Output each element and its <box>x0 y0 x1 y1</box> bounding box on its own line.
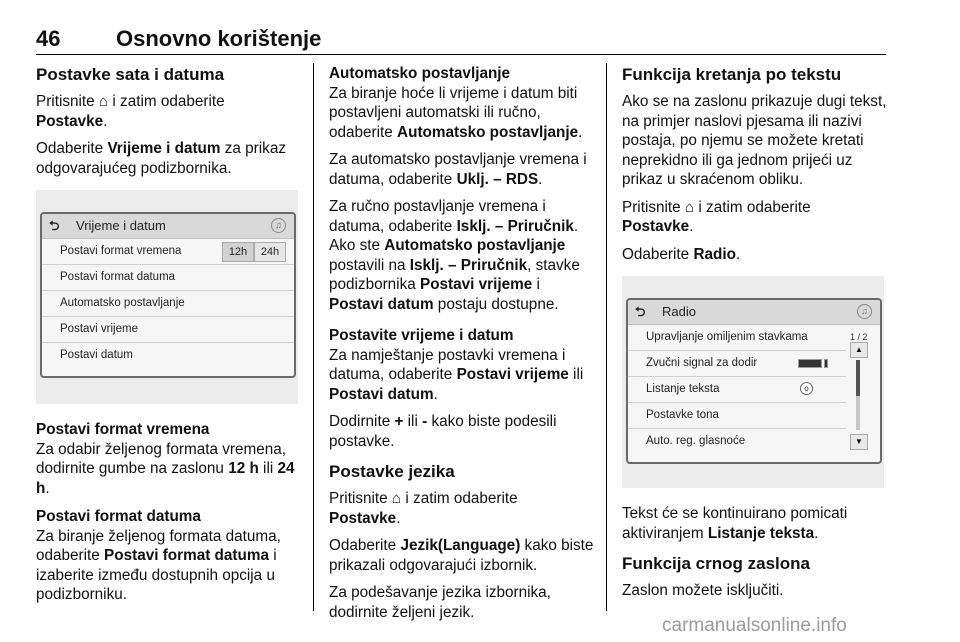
menu-row[interactable]: Postavi vrijeme <box>42 317 294 343</box>
format-24h-button[interactable]: 24h <box>254 242 286 262</box>
paragraph: Pritisnite ⌂ i zatim odaberite Postavke. <box>622 198 811 235</box>
paragraph: Za ručno postavljanje vremena i datuma, odaberite Isklj. – Priručnik. Ako ste Automatsko postavljanje postavili na Isklj. – Priručnik, stavke podizbornika Postavi vrijeme i Postavi datum postaju dostupne. <box>329 198 580 313</box>
column-3 <box>622 64 888 609</box>
screenshot-radio <box>622 276 884 488</box>
paragraph: Za biranje željenog formata datuma, odaberite Postavi format datuma i izaberite između dostupnih opcija u podizborniku. <box>36 527 281 603</box>
page-number: 46 <box>36 26 61 51</box>
menu-row[interactable]: Postavi format vremena 12h 24h <box>42 239 294 265</box>
home-icon: ⌂ <box>98 93 109 110</box>
watermark: carmanualsonline.info <box>662 615 847 636</box>
paragraph: Za biranje hoće li vrijeme i datum biti postavljeni automatski ili ručno, odaberite Automatsko postavljanje. <box>329 84 583 141</box>
back-arrow-icon[interactable]: ⮌ <box>635 304 646 319</box>
screen-title-bar <box>42 214 294 239</box>
column-2 <box>329 64 595 630</box>
page-title: Osnovno korištenje <box>116 26 322 51</box>
screen-title-bar <box>628 300 880 325</box>
paragraph: Za odabir željenog formata vremena, dodirnite gumbe na zaslonu 12 h ili 24 h. <box>36 440 295 497</box>
menu-row[interactable]: Upravljanje omiljenim stavkama <box>628 325 846 351</box>
heading-text-scroll: Funkcija kretanja po tekstu <box>622 65 842 84</box>
menu-row[interactable]: Zvučni signal za dodir <box>628 351 846 377</box>
paragraph: Ako se na zaslonu prikazuje dugi tekst, na primjer naslovi pjesama ili nazivi postaja, po njemu se možete kretati neprekidno ili ga jednom prijeći uz prikaz u skraćenom obliku. <box>622 93 887 188</box>
menu-row[interactable]: Listanje teksta o <box>628 377 846 403</box>
home-icon: ⌂ <box>684 198 695 216</box>
touch-beep-level-indicator[interactable] <box>798 359 822 368</box>
paragraph: Dodirnite + ili - kako biste podesili postavke. <box>329 413 557 450</box>
column-divider-2 <box>606 63 607 611</box>
paragraph: Odaberite Vrijeme i datum za prikaz odgovarajućeg podizbornika. <box>36 140 286 177</box>
paragraph: Odaberite Jezik(Language) kako biste prikazali odgovarajući izbornik. <box>329 537 594 574</box>
scrollbar-thumb[interactable] <box>856 360 860 396</box>
paragraph: Pritisnite ⌂ i zatim odaberite Postavke. <box>36 93 225 130</box>
heading-clock-settings: Postavke sata i datuma <box>36 65 225 84</box>
heading-black-screen: Funkcija crnog zaslona <box>622 554 810 573</box>
heading-time-format: Postavi format vremena <box>36 421 210 438</box>
toggle-switch-icon[interactable]: o <box>800 382 813 395</box>
header-rule <box>36 54 886 55</box>
scroll-up-button[interactable]: ▲ <box>850 342 868 358</box>
music-note-icon[interactable]: ♫ <box>271 218 286 233</box>
paragraph: Za automatsko postavljanje vremena i datuma, odaberite Uklj. – RDS. <box>329 151 587 188</box>
screenshot-time-date <box>36 190 298 404</box>
heading-date-format: Postavi format datuma <box>36 508 201 525</box>
menu-row[interactable]: Auto. reg. glasnoće <box>646 435 746 447</box>
paragraph: Za podešavanje jezika izbornika, dodirnite željeni jezik. <box>329 584 551 621</box>
heading-auto-setting: Automatsko postavljanje <box>329 65 511 82</box>
screen-title: Vrijeme i datum <box>76 218 166 233</box>
paragraph: Pritisnite ⌂ i zatim odaberite Postavke. <box>329 490 518 527</box>
column-divider-1 <box>313 63 314 611</box>
paragraph: Odaberite Radio. <box>622 245 741 263</box>
screen-title: Radio <box>662 304 696 319</box>
menu-row[interactable]: Automatsko postavljanje <box>42 291 294 317</box>
heading-language-settings: Postavke jezika <box>329 462 455 481</box>
scroll-down-button[interactable]: ▼ <box>850 434 868 450</box>
music-note-icon[interactable]: ♫ <box>857 304 872 319</box>
screen-frame <box>40 212 296 378</box>
menu-row[interactable]: Postavi format datuma <box>42 265 294 291</box>
screen-frame <box>626 298 882 464</box>
format-12h-button[interactable]: 12h <box>222 242 254 262</box>
column-1 <box>36 64 304 605</box>
paragraph: Tekst će se kontinuirano pomicati aktiviranjem Listanje teksta. <box>622 505 848 542</box>
menu-row[interactable]: Postavke tona <box>628 403 846 429</box>
home-icon: ⌂ <box>391 490 402 507</box>
paragraph: Za namještanje postavki vremena i datuma, odaberite Postavi vrijeme ili Postavi datum. <box>329 346 584 403</box>
page-indicator: 1 / 2 <box>850 332 868 342</box>
touch-beep-level-indicator <box>824 359 828 368</box>
paragraph: Zaslon možete isključiti. <box>622 582 784 599</box>
back-arrow-icon[interactable]: ⮌ <box>49 218 60 233</box>
heading-set-time-date: Postavite vrijeme i datum <box>329 327 514 344</box>
menu-row[interactable]: Postavi datum <box>60 349 133 361</box>
